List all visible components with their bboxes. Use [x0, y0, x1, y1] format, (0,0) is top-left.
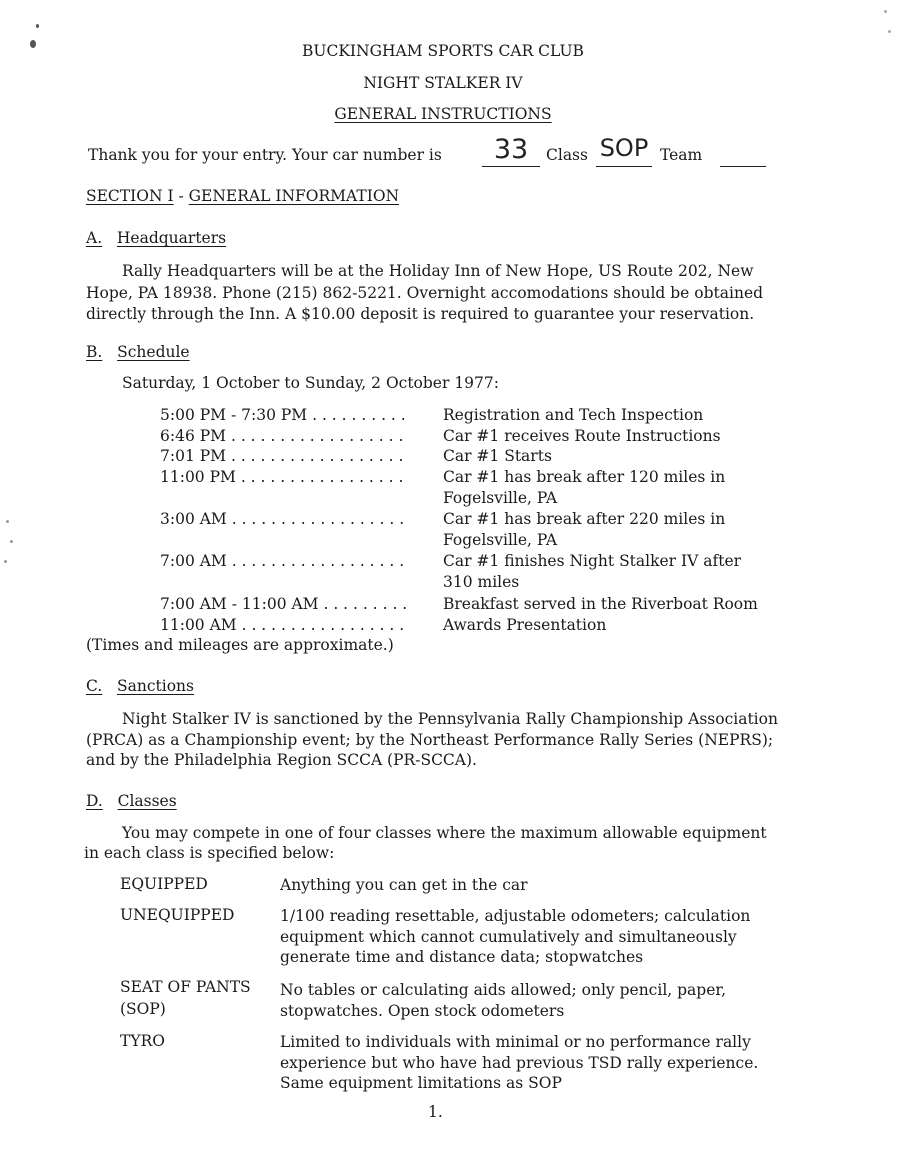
classes-intro-line: in each class is specified below:: [84, 844, 335, 862]
class-value: SOP: [599, 134, 649, 162]
team-field: [720, 146, 766, 167]
schedule-desc-continued: 310 miles: [443, 573, 520, 591]
sanctions-line: Night Stalker IV is sanctioned by the Pennsylvania Rally Championship Association: [122, 710, 778, 728]
class-name: UNEQUIPPED: [120, 906, 235, 924]
classes-heading: [86, 792, 177, 810]
document-title: [0, 105, 886, 123]
schedule-desc: Car #1 has break after 220 miles in: [443, 510, 726, 528]
class-name-abbrev: (SOP): [120, 1000, 166, 1018]
schedule-row: [160, 616, 607, 634]
car-number-field: [482, 134, 540, 167]
schedule-time: 6:46 PM . . . . . . . . . . . . . . . . . .: [160, 427, 404, 445]
scan-speck: [10, 540, 13, 543]
schedule-row: [160, 427, 721, 445]
schedule-time: 7:00 AM . . . . . . . . . . . . . . . . . .: [160, 552, 405, 570]
class-name: EQUIPPED: [120, 875, 208, 893]
car-number-value: 33: [493, 134, 529, 165]
schedule-desc: Car #1 receives Route Instructions: [443, 427, 721, 445]
schedule-row: [160, 595, 758, 613]
event-name: NIGHT STALKER IV: [363, 74, 523, 92]
schedule-heading: [86, 343, 190, 361]
section-heading: [86, 187, 399, 205]
schedule-desc: Car #1 has break after 120 miles in: [443, 468, 726, 486]
schedule-letter: B.: [86, 343, 103, 361]
section-number: SECTION I: [86, 187, 174, 205]
schedule-dates: Saturday, 1 October to Sunday, 2 October 1977:: [122, 374, 499, 392]
scan-speck: [884, 10, 887, 13]
class-description: Limited to individuals with minimal or no performance rally experience but who have had previous TSD rally experience. Same equipment limitations as SOP: [280, 1033, 759, 1092]
schedule-desc: Car #1 Starts: [443, 447, 552, 465]
schedule-note: (Times and mileages are approximate.): [86, 636, 394, 654]
sanctions-title: Sanctions: [117, 677, 194, 695]
schedule-title: Schedule: [117, 343, 190, 361]
schedule-time: 7:00 AM - 11:00 AM . . . . . . . . .: [160, 595, 408, 613]
schedule-time: 5:00 PM - 7:30 PM . . . . . . . . . .: [160, 406, 406, 424]
schedule-time: 11:00 PM . . . . . . . . . . . . . . . . .: [160, 468, 404, 486]
headquarters-title: Headquarters: [116, 229, 227, 247]
schedule-desc: Awards Presentation: [443, 616, 607, 634]
schedule-row: [160, 510, 726, 528]
headquarters-letter: A.: [86, 229, 103, 247]
headquarters-line: Hope, PA 18938. Phone (215) 862-5221. Overnight accomodations should be obtained: [86, 284, 764, 302]
sanctions-heading: [86, 677, 194, 695]
sanctions-letter: C.: [86, 677, 103, 695]
schedule-desc-continued: Fogelsville, PA: [443, 489, 558, 507]
schedule-desc-continued: Fogelsville, PA: [443, 531, 558, 549]
headquarters-heading: [86, 229, 226, 247]
headquarters-line: Rally Headquarters will be at the Holiday Inn of New Hope, US Route 202, New: [122, 262, 754, 280]
class-name: TYRO: [120, 1032, 165, 1050]
headquarters-line: directly through the Inn. A $10.00 deposit is required to guarantee your reservation.: [86, 305, 755, 323]
scan-speck: [4, 560, 7, 563]
class-description: No tables or calculating aids allowed; only pencil, paper, stopwatches. Open stock odometers: [280, 981, 727, 1020]
page-number: 1.: [428, 1103, 443, 1121]
class-name: SEAT OF PANTS: [120, 978, 251, 996]
schedule-row: [160, 468, 726, 486]
entry-thanks: Thank you for your entry. Your car number is: [88, 146, 442, 164]
schedule-desc: Breakfast served in the Riverboat Room: [443, 595, 758, 613]
scan-speck: [888, 30, 891, 33]
club-name: BUCKINGHAM SPORTS CAR CLUB: [302, 42, 584, 60]
schedule-time: 11:00 AM . . . . . . . . . . . . . . . . .: [160, 616, 405, 634]
schedule-desc: Registration and Tech Inspection: [443, 406, 704, 424]
schedule-row: [160, 447, 552, 465]
section-separator: -: [173, 187, 189, 205]
schedule-time: 3:00 AM . . . . . . . . . . . . . . . . . .: [160, 510, 405, 528]
scan-speck: [36, 24, 39, 28]
classes-letter: D.: [86, 792, 103, 810]
classes-title: Classes: [117, 792, 177, 810]
sanctions-line: and by the Philadelphia Region SCCA (PR-SCCA).: [86, 751, 477, 769]
class-field: [596, 134, 652, 167]
scan-speck: [6, 520, 9, 523]
section-title: GENERAL INFORMATION: [188, 187, 400, 205]
class-label: Class: [546, 146, 588, 164]
sanctions-line: (PRCA) as a Championship event; by the Northeast Performance Rally Series (NEPRS);: [86, 731, 774, 749]
document-title-text: GENERAL INSTRUCTIONS: [334, 105, 552, 123]
team-label: Team: [660, 146, 703, 164]
class-description: 1/100 reading resettable, adjustable odometers; calculation equipment which cannot cumulatively and simultaneously generate time and distance data; stopwatches: [280, 907, 751, 966]
schedule-time: 7:01 PM . . . . . . . . . . . . . . . . . .: [160, 447, 404, 465]
class-description: Anything you can get in the car: [280, 876, 528, 894]
schedule-row: [160, 406, 704, 424]
classes-intro-line: You may compete in one of four classes where the maximum allowable equipment: [122, 824, 767, 842]
schedule-desc: Car #1 finishes Night Stalker IV after: [443, 552, 742, 570]
schedule-row: [160, 552, 742, 570]
